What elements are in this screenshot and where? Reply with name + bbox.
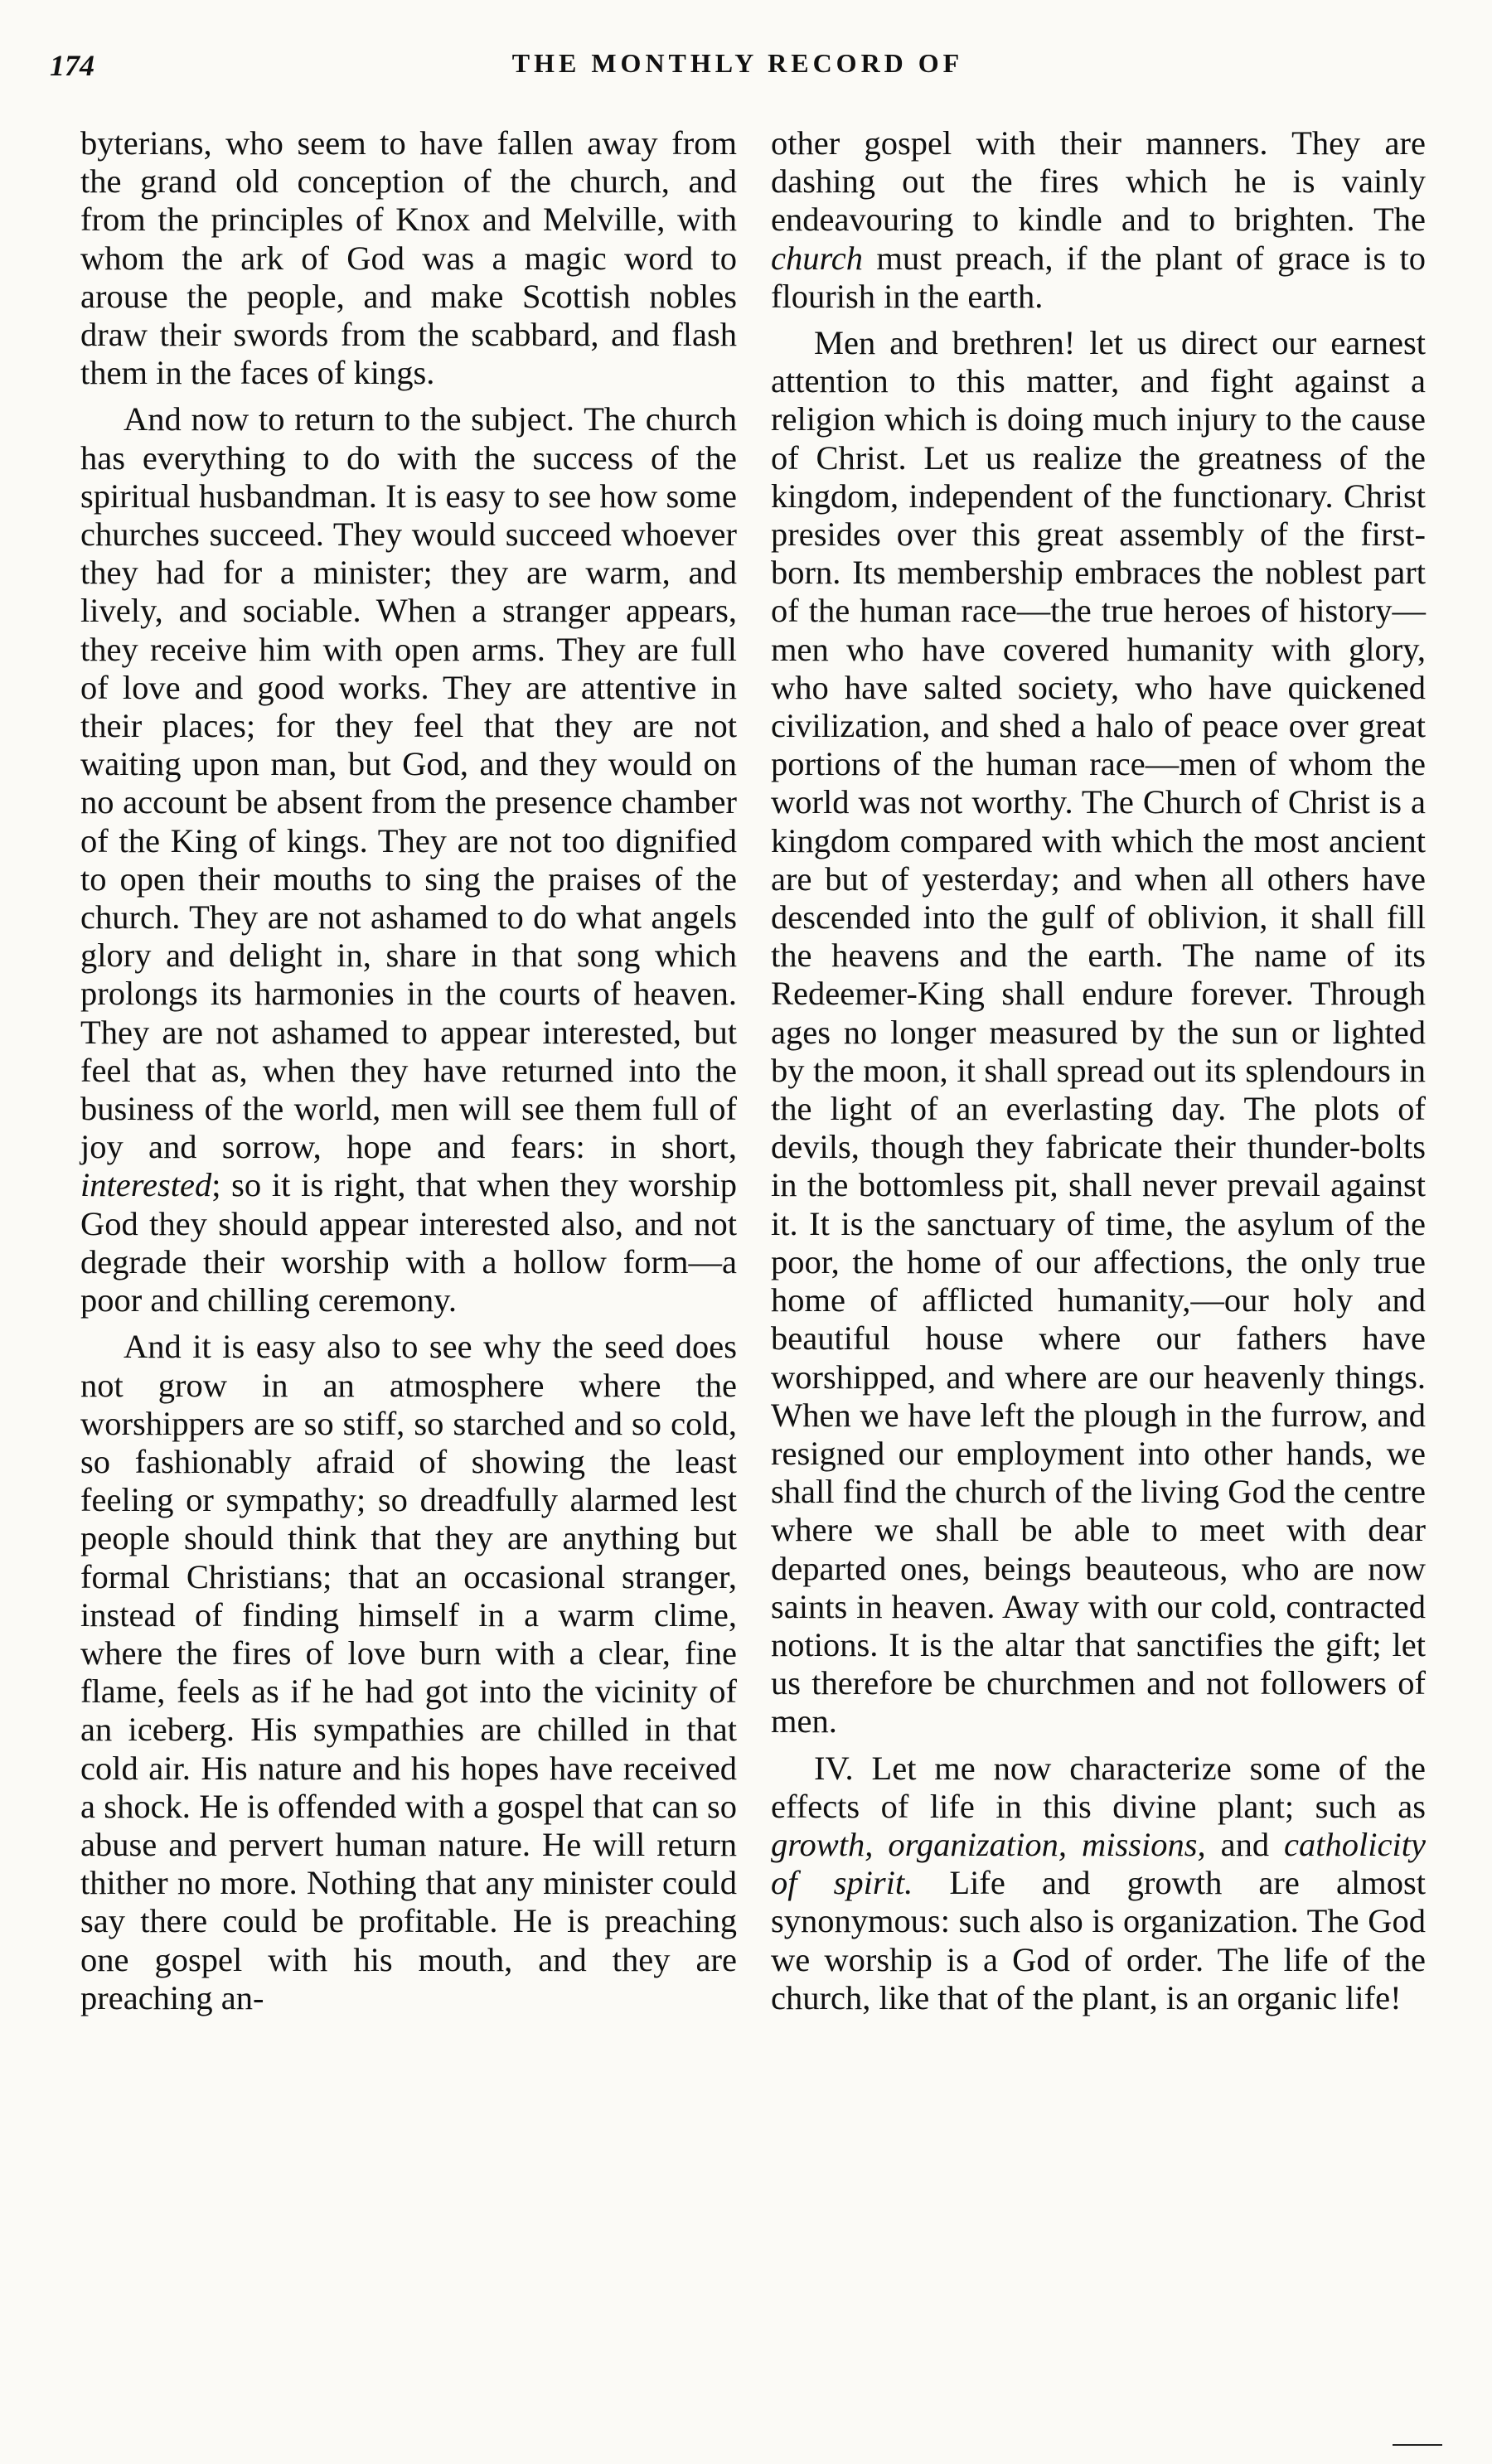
running-title: THE MONTHLY RECORD OF — [511, 48, 964, 78]
italic-text: interested — [80, 1166, 212, 1204]
right-column — [771, 124, 1426, 2428]
paragraph-text: IV. Let me now characterize some of the effects of life in this divine plant; such as — [771, 1749, 1426, 1825]
page-number: 174 — [50, 49, 94, 82]
footer-rule — [1393, 2444, 1442, 2446]
paragraph-text: and — [1205, 1825, 1285, 1863]
page-header — [50, 48, 1426, 90]
paragraph-section-iv — [771, 1750, 1426, 2017]
paragraph-text: And it is easy also to see why the seed does not grow in an atmosphere where the worshippers are so stiff, so starched and so cold, so fashionably afraid of showing the least feeling or sympathy; so dreadfully alarmed lest people should think that they are anything but formal Christians; that an occasional stranger, instead of finding himself in a warm clime, where the fires of love burn with a clear, fine flame, feels as if he had got into the vicinity of an iceberg. His sympathies are chilled in that cold air. His nature and his hopes have received a shock. He is offended with a gospel that can so abuse and pervert human nature. He will return thither no more. Nothing that any minister could say there could be profitable. He is preaching one gospel with his mouth, and they are preaching an- — [80, 1328, 737, 2016]
paragraph-seed-does-not-grow — [80, 1328, 737, 2017]
italic-text: catholicity of spirit. — [771, 1825, 1426, 1902]
paragraph-text: ; so it is right, that when they worship God they should appear interested also, and not degrade their worship with a hollow form—a poor and chilling ceremony. — [80, 1166, 737, 1319]
paragraph-text: Life and growth are almost synonymous: such also is organization. The God we worship is a God of order. The life of the church, like that of the plant, is an organic life! — [771, 1864, 1426, 2016]
italic-text: church — [771, 239, 863, 277]
paragraph-text: And now to return to the subject. The church has everything to do with the success of the spiritual husbandman. It is easy to see how some churches succeed. They would succeed whoever they had for a minister; they are warm, and lively, and sociable. When a stranger appears, they receive him with open arms. They are full of love and good works. They are attentive in their places; for they feel that they are not waiting upon man, but God, and they would on no account be absent from the presence chamber of the King of kings. They are not too dignified to open their mouths to sing the praises of the church. They are not ashamed to do what angels glory and delight in, share in that song which prolongs its harmonies in the courts of heaven. They are not ashamed to appear interested, but feel that as, when they have returned into the business of the world, men will see them full of joy and sorrow, hope and fears: in short, — [80, 400, 737, 1166]
paragraph-text: byterians, who seem to have fallen away from the grand old conception of the church, and from the principles of Knox and Melville, with whom the ark of God was a magic word to arouse the people, and make Scottish nobles draw their swords from the scabbard, and flash them in the faces of kings. — [80, 124, 737, 392]
left-column — [80, 124, 737, 2428]
paragraph-continuation — [771, 124, 1426, 316]
paragraph-text: Men and brethren! let us direct our earnest attention to this matter, and fight against a religion which is doing much injury to the cause of Christ. Let us realize the greatness of the kingdom, independent of the functionary. Christ presides over this great assembly of the first-born. Its membership embraces the noblest part of the human race—the true heroes of history—men who have covered humanity with glory, who have salted society, who have quickened civilization, and shed a halo of peace over great portions of the human race—men of whom the world was not worthy. The Church of Christ is a kingdom compared with which the most ancient are but of yesterday; and when all others have descended into the gulf of oblivion, it shall fill the heavens and the earth. The name of its Redeemer-King shall endure forever. Through ages no longer measured by the sun or lighted by the moon, it shall spread out its splendours in the light of an everlasting day. The plots of devils, though they fabricate their thunder-bolts in the bottomless pit, shall never prevail against it. It is the sanctuary of time, the asylum of the poor, the home of our affections, the only true home of afflicted humanity,—our holy and beautiful house where our fathers have worshipped, and where are our heavenly things. When we have left the plough in the furrow, and resigned our employment into other hands, we shall find the church of the living God the centre where we shall be able to meet with dear departed ones, beings beauteous, who are now saints in heaven. Away with our cold, contracted notions. It is the altar that sanctifies the gift; let us therefore be churchmen and not followers of men. — [771, 324, 1426, 1740]
paragraph-return-to-subject — [80, 400, 737, 1319]
italic-text: growth, organization, missions, — [771, 1825, 1206, 1863]
paragraph-men-and-brethren — [771, 324, 1426, 1741]
paragraph-continuation — [80, 124, 737, 392]
paragraph-text: other gospel with their manners. They are dashing out the fires which he is vainly endeavouring to kindle and to brighten. The — [771, 124, 1426, 239]
paragraph-text: must preach, if the plant of grace is to flourish in the earth. — [771, 239, 1426, 315]
